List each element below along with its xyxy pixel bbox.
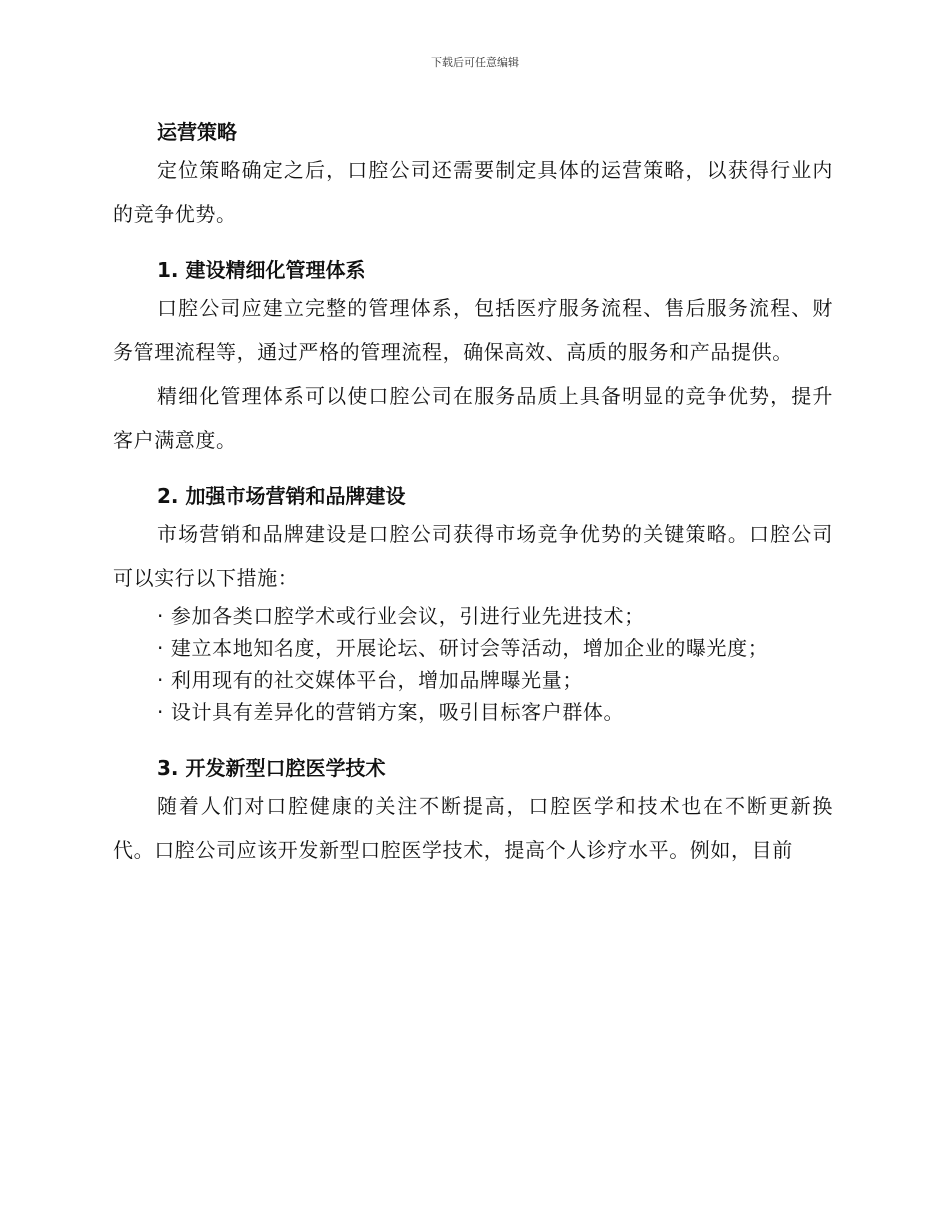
bullet-item: · 参加各类口腔学术或行业会议，引进行业先进技术； — [157, 604, 645, 628]
section-title-1: 1. 建设精细化管理体系 — [157, 258, 366, 282]
bullet-item: · 建立本地知名度，开展论坛、研讨会等活动，增加企业的曝光度； — [157, 636, 769, 660]
section-title-2: 2. 加强市场营销和品牌建设 — [157, 484, 406, 508]
bullet-item: · 设计具有差异化的营销方案，吸引目标客户群体。 — [157, 700, 625, 724]
section-title-3: 3. 开发新型口腔医学技术 — [157, 756, 386, 780]
header-note: 下载后可任意编辑 — [431, 56, 519, 69]
section-title-operations: 运营策略 — [157, 120, 237, 144]
bullet-item: · 利用现有的社交媒体平台，增加品牌曝光量； — [157, 668, 583, 692]
section-2-paragraph-1: 市场营销和品牌建设是口腔公司获得市场竞争优势的关键策略。口腔公司可以实行以下措施： — [113, 522, 833, 590]
intro-paragraph: 定位策略确定之后，口腔公司还需要制定具体的运营策略，以获得行业内的竞争优势。 — [113, 158, 833, 226]
section-1-paragraph-2: 精细化管理体系可以使口腔公司在服务品质上具备明显的竞争优势，提升客户满意度。 — [113, 384, 833, 452]
document-body — [113, 110, 833, 872]
section-3-paragraph-1: 随着人们对口腔健康的关注不断提高，口腔医学和技术也在不断更新换代。口腔公司应该开发新型口腔医学技术，提高个人诊疗水平。例如，目前 — [113, 794, 833, 862]
section-1-paragraph-1: 口腔公司应建立完整的管理体系，包括医疗服务流程、售后服务流程、财务管理流程等，通过严格的管理流程，确保高效、高质的服务和产品提供。 — [113, 296, 833, 364]
